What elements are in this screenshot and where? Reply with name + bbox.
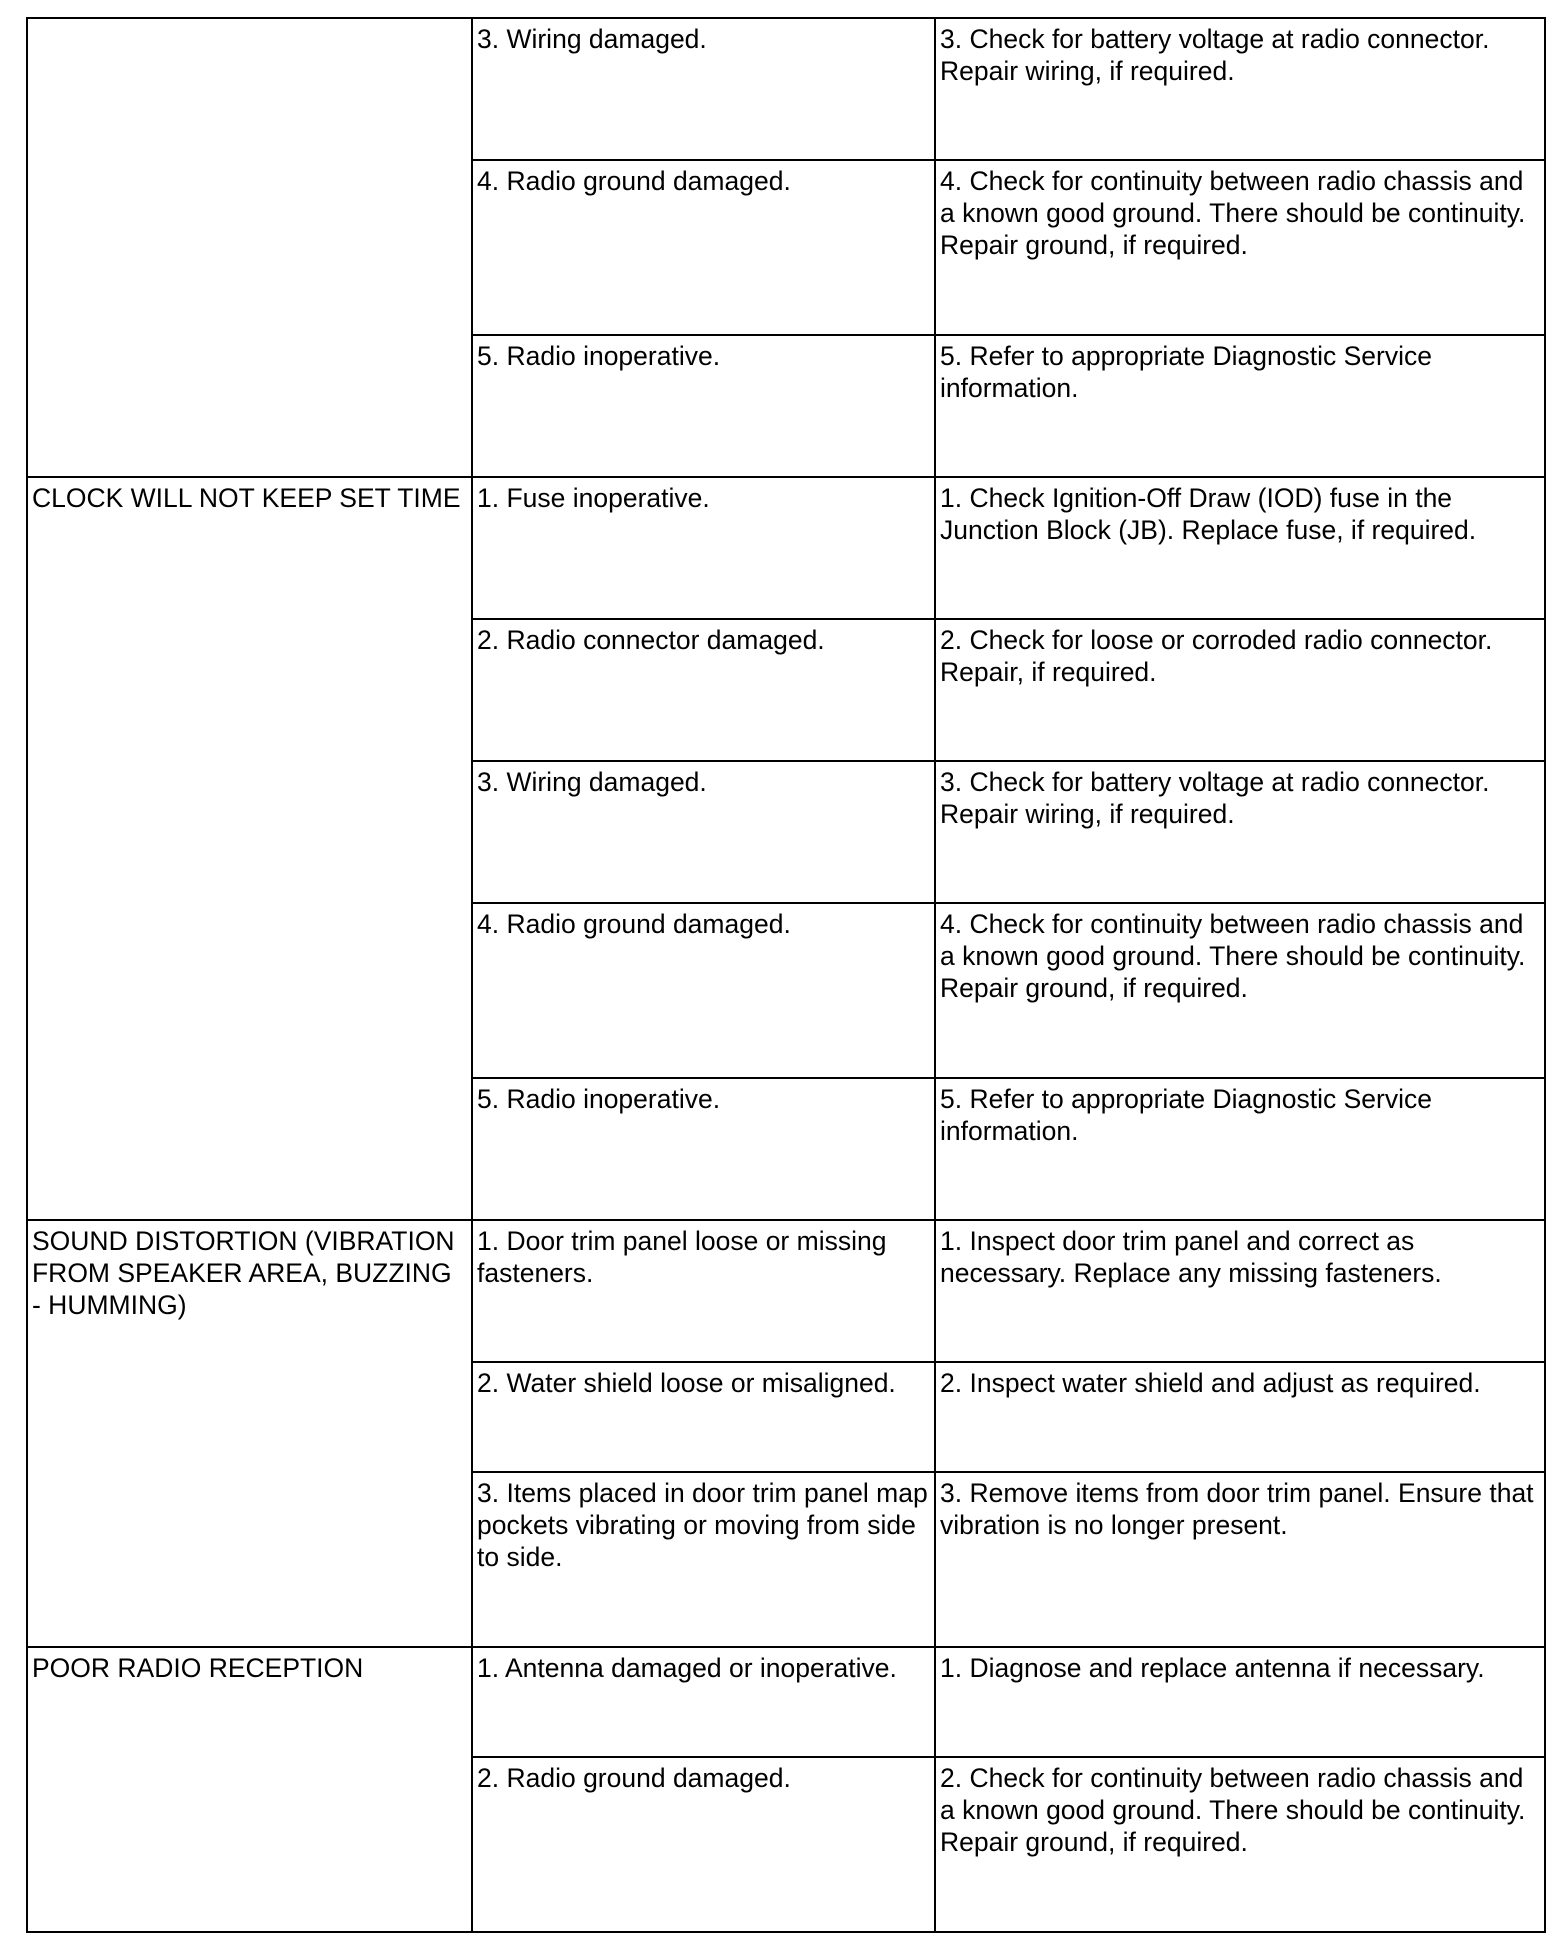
table-row	[27, 1647, 1545, 1757]
cause-cell: 2. Radio connector damaged.	[472, 619, 935, 761]
cause-cell: 5. Radio inoperative.	[472, 335, 935, 477]
correction-cell: 2. Check for continuity between radio chassis and a known good ground. There should be continuity. Repair ground, if required.	[935, 1757, 1545, 1932]
cause-cell: 1. Door trim panel loose or missing fasteners.	[472, 1220, 935, 1362]
cause-cell: 2. Water shield loose or misaligned.	[472, 1362, 935, 1472]
correction-cell: 2. Inspect water shield and adjust as required.	[935, 1362, 1545, 1472]
table-row	[27, 18, 1545, 160]
condition-cell	[27, 18, 472, 477]
cause-cell: 2. Radio ground damaged.	[472, 1757, 935, 1932]
correction-cell: 1. Diagnose and replace antenna if necessary.	[935, 1647, 1545, 1757]
diagnosis-table	[26, 17, 1546, 1933]
correction-cell: 2. Check for loose or corroded radio connector. Repair, if required.	[935, 619, 1545, 761]
correction-cell: 3. Check for battery voltage at radio connector. Repair wiring, if required.	[935, 761, 1545, 903]
cause-cell: 4. Radio ground damaged.	[472, 903, 935, 1078]
correction-cell: 5. Refer to appropriate Diagnostic Service information.	[935, 335, 1545, 477]
correction-cell: 3. Check for battery voltage at radio connector. Repair wiring, if required.	[935, 18, 1545, 160]
correction-cell: 3. Remove items from door trim panel. Ensure that vibration is no longer present.	[935, 1472, 1545, 1647]
condition-cell: CLOCK WILL NOT KEEP SET TIME	[27, 477, 472, 1220]
correction-cell: 1. Check Ignition-Off Draw (IOD) fuse in the Junction Block (JB). Replace fuse, if required.	[935, 477, 1545, 619]
cause-cell: 3. Items placed in door trim panel map pockets vibrating or moving from side to side.	[472, 1472, 935, 1647]
cause-cell: 1. Fuse inoperative.	[472, 477, 935, 619]
table-row	[27, 477, 1545, 619]
cause-cell: 1. Antenna damaged or inoperative.	[472, 1647, 935, 1757]
table-row	[27, 1220, 1545, 1362]
correction-cell: 5. Refer to appropriate Diagnostic Service information.	[935, 1078, 1545, 1220]
cause-cell: 4. Radio ground damaged.	[472, 160, 935, 335]
cause-cell: 5. Radio inoperative.	[472, 1078, 935, 1220]
correction-cell: 4. Check for continuity between radio chassis and a known good ground. There should be continuity. Repair ground, if required.	[935, 160, 1545, 335]
correction-cell: 1. Inspect door trim panel and correct as necessary. Replace any missing fasteners.	[935, 1220, 1545, 1362]
condition-cell: SOUND DISTORTION (VIBRATION FROM SPEAKER AREA, BUZZING - HUMMING)	[27, 1220, 472, 1647]
correction-cell: 4. Check for continuity between radio chassis and a known good ground. There should be continuity. Repair ground, if required.	[935, 903, 1545, 1078]
cause-cell: 3. Wiring damaged.	[472, 18, 935, 160]
cause-cell: 3. Wiring damaged.	[472, 761, 935, 903]
condition-cell: POOR RADIO RECEPTION	[27, 1647, 472, 1932]
